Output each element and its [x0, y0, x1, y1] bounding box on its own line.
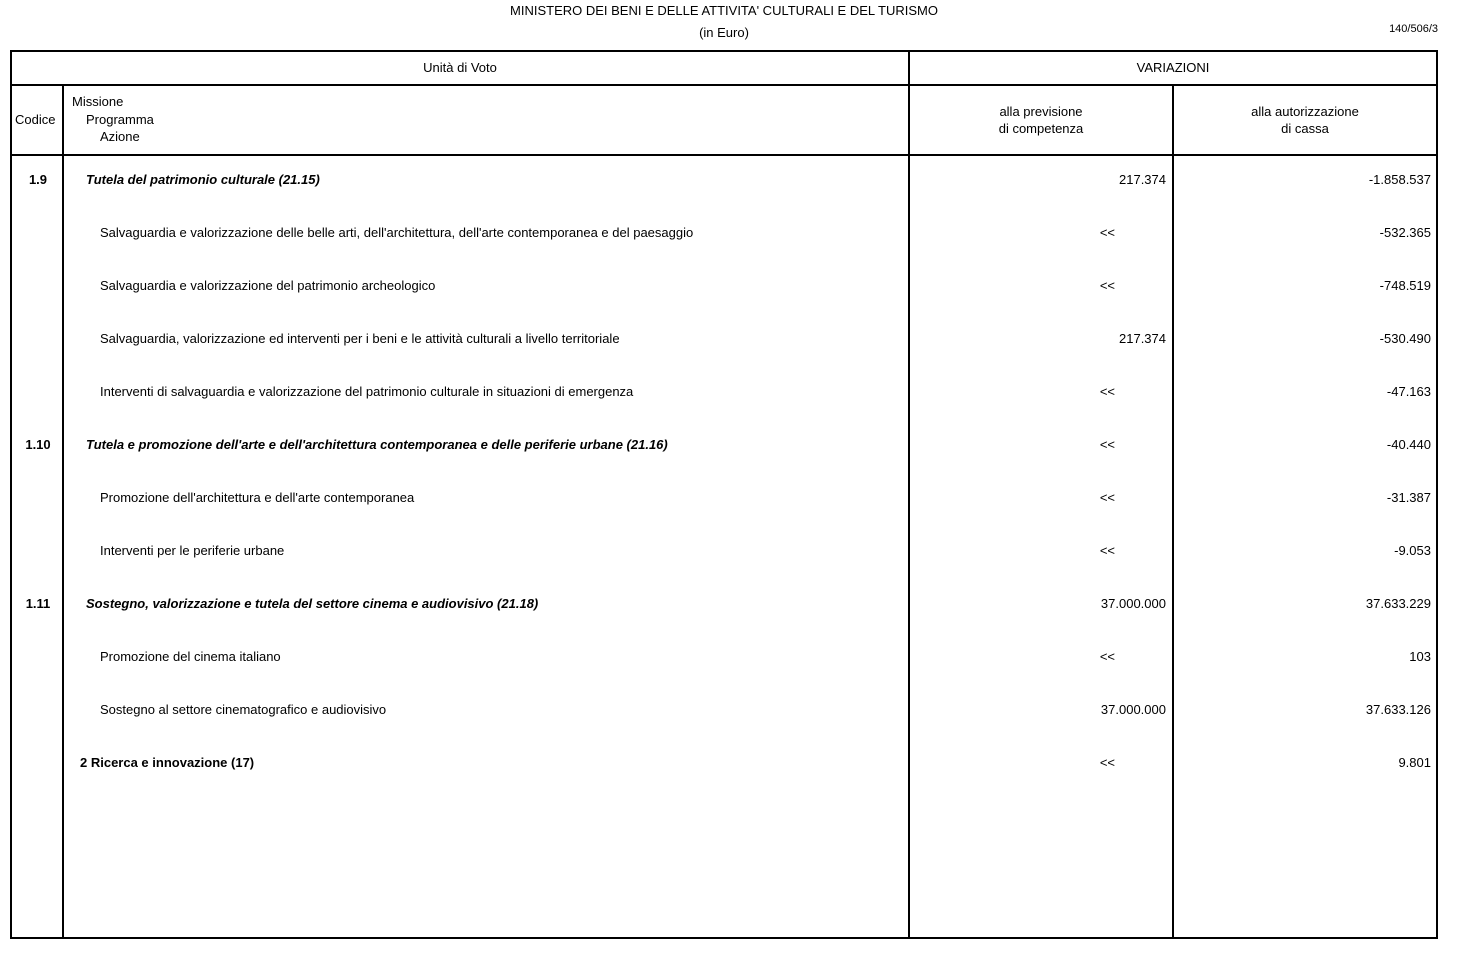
competenza-value: 37.000.000 — [1100, 702, 1166, 717]
azione-label: Salvaguardia, valorizzazione ed interventi per i beni e le attività culturali a livello territoriale — [100, 331, 620, 346]
competenza-value: << — [1099, 278, 1115, 293]
competenza-value: << — [1099, 490, 1115, 505]
programma-label: Tutela del patrimonio culturale (21.15) — [86, 172, 320, 187]
competenza-value: << — [1099, 755, 1115, 770]
programma-header: Programma — [86, 112, 154, 127]
currency-note: (in Euro) — [699, 25, 749, 40]
competenza-value: << — [1099, 543, 1115, 558]
competenza-value: 217.374 — [1119, 172, 1166, 187]
column-divider-codice — [62, 84, 64, 939]
competenza-value: 37.000.000 — [1100, 596, 1166, 611]
cassa-value: 9.801 — [1398, 755, 1431, 770]
competenza-value: << — [1099, 437, 1115, 452]
column-divider-cassa — [1172, 84, 1174, 939]
cassa-value: 103 — [1409, 649, 1431, 664]
azione-label: Promozione dell'architettura e dell'arte contemporanea — [100, 490, 415, 505]
programma-label: Sostegno, valorizzazione e tutela del settore cinema e audiovisivo (21.18) — [86, 596, 539, 611]
document-title: MINISTERO DEI BENI E DELLE ATTIVITA' CULTURALI E DEL TURISMO — [510, 3, 938, 18]
row-code: 1.10 — [25, 437, 51, 452]
header-divider-bottom — [10, 154, 1438, 156]
column-divider-variazioni — [908, 50, 910, 939]
competenza-value: 217.374 — [1119, 331, 1166, 346]
cassa-value: -9.053 — [1394, 543, 1431, 558]
cassa-value: -47.163 — [1386, 384, 1431, 399]
cassa-value: 37.633.229 — [1365, 596, 1431, 611]
competenza-header-line2: di competenza — [998, 121, 1084, 136]
cassa-value: 37.633.126 — [1365, 702, 1431, 717]
programma-label: Tutela e promozione dell'arte e dell'architettura contemporanea e delle periferie urbane (21.16) — [86, 437, 668, 452]
codice-header: Codice — [15, 112, 56, 127]
cassa-value: -748.519 — [1379, 278, 1431, 293]
competenza-value: << — [1099, 384, 1115, 399]
competenza-header-line1: alla previsione — [999, 104, 1083, 119]
cassa-header-line2: di cassa — [1281, 121, 1329, 136]
competenza-value: << — [1099, 649, 1115, 664]
cassa-value: -40.440 — [1386, 437, 1431, 452]
unita-di-voto-header: Unità di Voto — [423, 60, 497, 75]
azione-label: Promozione del cinema italiano — [100, 649, 281, 664]
cassa-value: -1.858.537 — [1368, 172, 1431, 187]
azione-label: Interventi di salvaguardia e valorizzazione del patrimonio culturale in situazioni di emergenza — [100, 384, 634, 399]
header-divider-top — [10, 84, 1438, 86]
azione-label: Salvaguardia e valorizzazione del patrimonio archeologico — [100, 278, 436, 293]
azione-header: Azione — [100, 129, 140, 144]
cassa-value: -532.365 — [1379, 225, 1431, 240]
cassa-value: -31.387 — [1386, 490, 1431, 505]
page-reference: 140/506/3 — [1389, 23, 1438, 35]
row-code: 1.9 — [28, 172, 48, 187]
cassa-header-line1: alla autorizzazione — [1251, 104, 1359, 119]
missione-label: 2 Ricerca e innovazione (17) — [80, 755, 255, 770]
azione-label: Interventi per le periferie urbane — [100, 543, 285, 558]
row-code: 1.11 — [25, 596, 51, 611]
azione-label: Sostegno al settore cinematografico e audiovisivo — [100, 702, 387, 717]
azione-label: Salvaguardia e valorizzazione delle belle arti, dell'architettura, dell'arte contemporanea e del paesaggio — [100, 225, 694, 240]
competenza-value: << — [1099, 225, 1115, 240]
missione-header: Missione — [72, 94, 124, 109]
variazioni-header: VARIAZIONI — [1136, 60, 1210, 75]
cassa-value: -530.490 — [1379, 331, 1431, 346]
